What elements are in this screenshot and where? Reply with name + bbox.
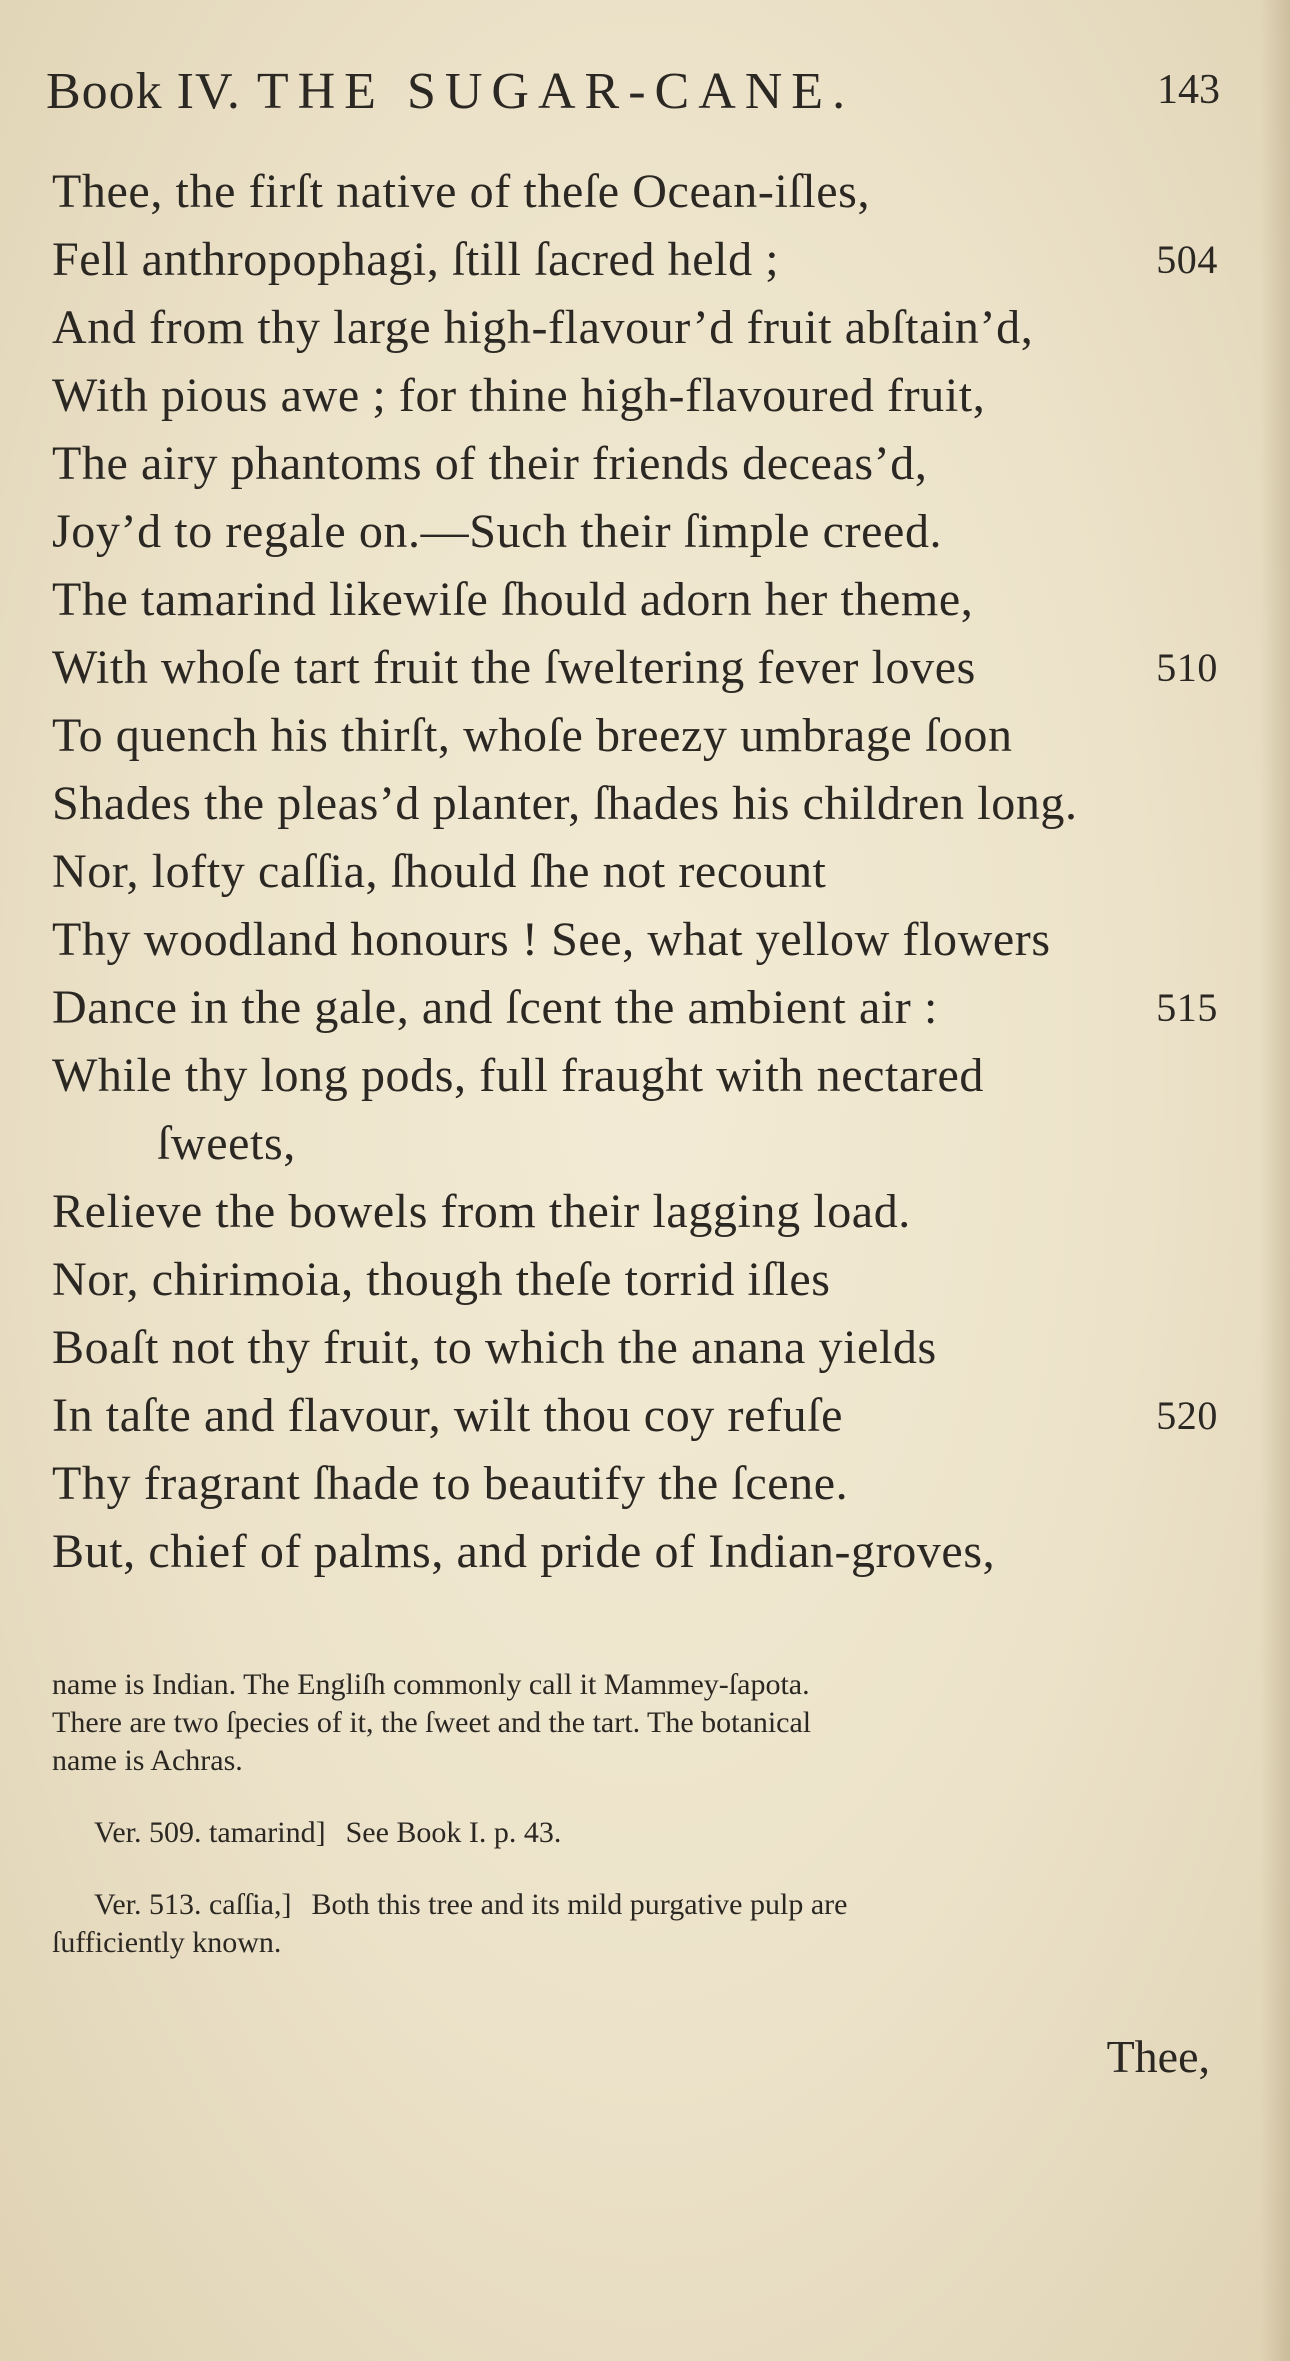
verse-line bbox=[52, 226, 1232, 294]
footnote-line: name is Achras. bbox=[52, 1744, 243, 1777]
verse-text: Nor, chirimoia, though theſe torrid iſles bbox=[52, 1253, 831, 1306]
verse-line bbox=[52, 430, 1232, 498]
footnote-text: Both this tree and its mild purgative pulp are bbox=[311, 1888, 848, 1921]
footnote-ver-513 bbox=[52, 1886, 1232, 1962]
verse-text: Thy woodland honours ! See, what yellow flowers bbox=[52, 913, 1051, 966]
verse-text: But, chief of palms, and pride of Indian-groves, bbox=[52, 1525, 996, 1578]
book-label: Book IV. bbox=[46, 63, 241, 120]
verse-text: Thy fragrant ſhade to beautify the ſcene. bbox=[52, 1457, 849, 1510]
verse-line bbox=[52, 498, 1232, 566]
footnote-line bbox=[94, 1886, 1232, 1924]
verse-line bbox=[52, 838, 1232, 906]
verse-text: ſweets, bbox=[157, 1117, 296, 1170]
footnote-text: See Book I. p. 43. bbox=[345, 1816, 562, 1849]
line-number: 515 bbox=[1156, 985, 1218, 1030]
line-number: 520 bbox=[1156, 1393, 1218, 1438]
page-edge-shadow bbox=[1260, 0, 1290, 2361]
verse-text: Thee, the firſt native of theſe Ocean-iſles, bbox=[52, 165, 871, 218]
verse-line bbox=[52, 1110, 1232, 1178]
page-header bbox=[46, 62, 1246, 132]
verse-text: Dance in the gale, and ſcent the ambient air : bbox=[52, 981, 938, 1034]
line-number: 504 bbox=[1156, 237, 1218, 282]
footnote-ver-509 bbox=[52, 1814, 1232, 1852]
footnote-reference: Ver. 513. caſſia,] bbox=[94, 1888, 292, 1921]
verse-body bbox=[52, 158, 1232, 1586]
verse-line bbox=[52, 158, 1232, 226]
page-number: 143 bbox=[1157, 67, 1220, 113]
verse-text: The airy phantoms of their friends deceas’d, bbox=[52, 437, 928, 490]
verse-text: With pious awe ; for thine high-flavoured fruit, bbox=[52, 369, 986, 422]
running-head bbox=[46, 62, 854, 121]
footnote-reference: Ver. 509. tamarind] bbox=[94, 1816, 326, 1849]
verse-text: Relieve the bowels from their lagging load. bbox=[52, 1185, 911, 1238]
verse-line bbox=[52, 1518, 1232, 1586]
verse-text: Fell anthropophagi, ſtill ſacred held ; bbox=[52, 233, 780, 286]
verse-line bbox=[52, 702, 1232, 770]
verse-line bbox=[52, 1246, 1232, 1314]
verse-line bbox=[52, 634, 1232, 702]
verse-text: While thy long pods, full fraught with nectared bbox=[52, 1049, 984, 1102]
verse-text: Boaſt not thy fruit, to which the anana yields bbox=[52, 1321, 937, 1374]
footnotes bbox=[52, 1666, 1232, 1996]
verse-text: In taſte and flavour, wilt thou coy refuſe bbox=[52, 1389, 844, 1442]
verse-line bbox=[52, 974, 1232, 1042]
catchword: Thee, bbox=[1106, 2031, 1210, 2082]
verse-text: Nor, lofty caſſia, ſhould ſhe not recount bbox=[52, 845, 827, 898]
verse-text: And from thy large high-flavour’d fruit abſtain’d, bbox=[52, 301, 1034, 354]
footnote-continued bbox=[52, 1666, 1232, 1780]
verse-text: The tamarind likewiſe ſhould adorn her theme, bbox=[52, 573, 974, 626]
verse-text: To quench his thirſt, whoſe breezy umbrage ſoon bbox=[52, 709, 1013, 762]
verse-line bbox=[52, 362, 1232, 430]
verse-line bbox=[52, 1450, 1232, 1518]
verse-line bbox=[52, 294, 1232, 362]
verse-line bbox=[52, 1314, 1232, 1382]
line-number: 510 bbox=[1156, 645, 1218, 690]
verse-line bbox=[52, 1382, 1232, 1450]
verse-line bbox=[52, 1042, 1232, 1110]
verse-text: Shades the pleas’d planter, ſhades his children long. bbox=[52, 777, 1078, 830]
verse-text: With whoſe tart fruit the ſweltering fever loves bbox=[52, 641, 976, 694]
book-title: THE SUGAR-CANE. bbox=[256, 63, 855, 120]
verse-line bbox=[52, 906, 1232, 974]
footnote-line bbox=[94, 1814, 1232, 1852]
footnote-line: ſufficiently known. bbox=[52, 1926, 282, 1959]
verse-line bbox=[52, 566, 1232, 634]
footnote-line: name is Indian. The Engliſh commonly call it Mammey-ſapota. bbox=[52, 1668, 810, 1701]
verse-text: Joy’d to regale on.—Such their ſimple creed. bbox=[52, 505, 943, 558]
verse-line bbox=[52, 1178, 1232, 1246]
footnote-line: There are two ſpecies of it, the ſweet and the tart. The botanical bbox=[52, 1706, 812, 1739]
verse-line bbox=[52, 770, 1232, 838]
